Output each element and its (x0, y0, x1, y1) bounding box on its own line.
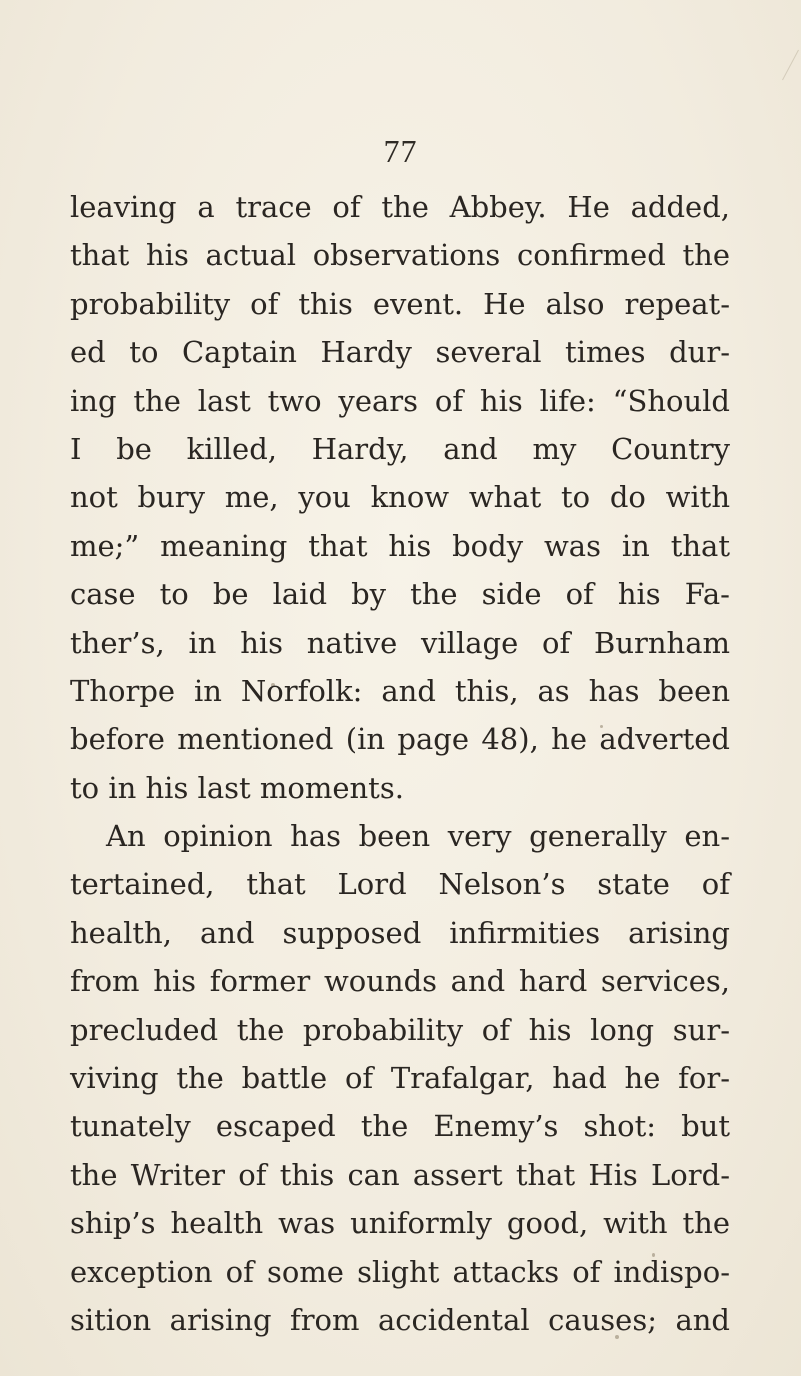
text-line: health, and supposed infirmities arising (70, 915, 730, 950)
text-line: viving the battle of Trafalgar, had he for- (70, 1061, 730, 1096)
text-line: ship’s health was uniformly good, with the (70, 1206, 730, 1241)
text-line: An opinion has been very generally en- (106, 819, 730, 854)
text-line: from his former wounds and hard services, (70, 964, 730, 999)
text-line: me;” meaning that his body was in that (70, 528, 730, 563)
text-line: not bury me, you know what to do with (70, 480, 730, 515)
text-line: ed to Captain Hardy several times dur- (70, 335, 730, 370)
paper-mark (782, 50, 799, 80)
text-line: before mentioned (in page 48), he adverted (70, 722, 730, 757)
text-line: I be killed, Hardy, and my Country (70, 431, 730, 466)
text-line: probability of this event. He also repeat- (70, 286, 730, 321)
text-line: precluded the probability of his long sur- (70, 1012, 730, 1047)
text-line: sition arising from accidental causes; and (70, 1302, 730, 1337)
text-line: to in his last moments. (70, 770, 404, 805)
text-line: that his actual observations confirmed the (70, 238, 730, 273)
text-line: exception of some slight attacks of indispo- (70, 1254, 730, 1289)
text-line: ing the last two years of his life: “Should (70, 383, 730, 418)
text-line: tunately escaped the Enemy’s shot: but (70, 1109, 730, 1144)
text-line: tertained, that Lord Nelson’s state of (70, 867, 730, 902)
text-line: Thorpe in Norfolk: and this, as has been (70, 673, 730, 708)
text-line: case to be laid by the side of his Fa- (70, 577, 730, 612)
body-text (70, 183, 730, 1344)
text-line: leaving a trace of the Abbey. He added, (70, 190, 730, 224)
text-line: the Writer of this can assert that His Lord- (70, 1157, 730, 1192)
text-line: ther’s, in his native village of Burnham (70, 625, 730, 660)
page-number: 77 (383, 133, 418, 169)
